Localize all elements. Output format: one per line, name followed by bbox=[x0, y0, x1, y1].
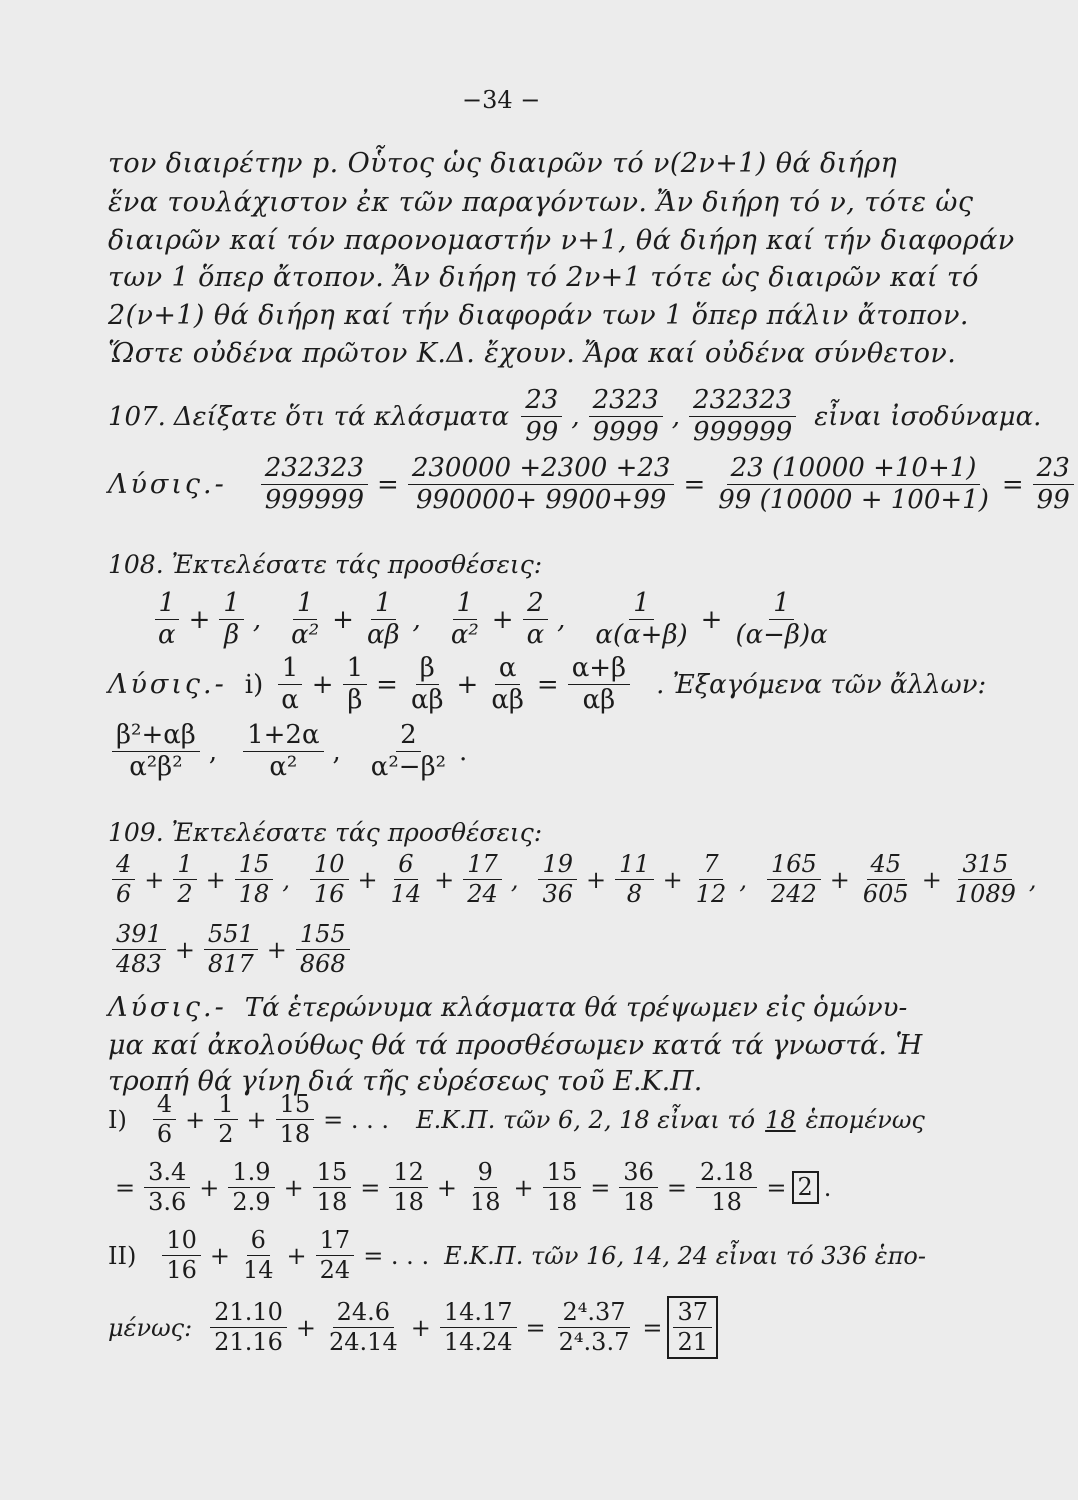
fraction: $\frac{23}{99}$ bbox=[1033, 455, 1074, 515]
fraction: $\frac{2323}{9999}$ bbox=[589, 387, 663, 447]
fraction: $\frac{232323}{999999}$ bbox=[261, 455, 368, 515]
fraction: $\frac{23 (10000 +10+1)}{99 (10000 + 100+1)}$ bbox=[718, 453, 989, 516]
intro-line: τον διαιρέτην p. Οὗτος ὡς διαιρῶν τό ν(2ν+1) θά διήρη bbox=[108, 148, 898, 179]
intro-line: Ὥστε οὐδένα πρῶτον Κ.Δ. ἔχουν. Ἄρα καί οὐδένα σύνθετον. bbox=[108, 338, 957, 369]
part-2: II) $\frac{10}{16}$ + $\frac{6}{14}$ + $\frac{17}{24}$ = . . . Ε.Κ.Π. τῶν 16, 14, 24 εἶναι τό 336 ἑπο- bbox=[108, 1226, 926, 1285]
part-1-row: = $\frac{3.4}{3.6}$ + $\frac{1.9}{2.9}$ + $\frac{15}{18}$ = $\frac{12}{18}$ + $\frac{9}{18}$ + $\frac{15}{18}$ = $\frac{36}{18}$ = $\frac{2.18}{18}$ = 2 . bbox=[115, 1158, 832, 1217]
intro-line: ἕνα τουλάχιστον ἐκ τῶν παραγόντων. Ἄν διήρη τό ν, τότε ὡς bbox=[108, 187, 974, 218]
solution-109: Λύσις.- Τά ἑτερώνυμα κλάσματα θά τρέψωμεν εἰς ὁμώνυ- bbox=[108, 992, 908, 1023]
others-108: $\frac{\text{β²+αβ}}{\text{α²β²}}$ , $\frac{1+2\alpha}{\text{α²}}$ , $\frac{2}{\text{α²−β²}}$ . bbox=[108, 722, 472, 782]
solution-label: Λύσις.- bbox=[108, 669, 227, 701]
intro-line: διαιρῶν καί τόν παρονομαστήν ν+1, θά διήρη καί τήν διαφοράν bbox=[108, 225, 1015, 256]
solution-107: Λύσις.- $\frac{232323}{999999}$ = $\frac{230000 +2300 +23}{990000+ 9900+99}$ = $\frac{23 (10000 +10+1)}{99 (10000 + 100+1)}$ = $\frac{23}{99}$ bbox=[108, 455, 1078, 515]
fraction: $\frac{232323}{999999}$ bbox=[689, 387, 796, 447]
intro-line: των 1 ὅπερ ἄτοπον. Ἄν διήρη τό 2ν+1 τότε ὡς διαιρῶν καί τό bbox=[108, 262, 979, 293]
result-box: 2 bbox=[792, 1171, 819, 1204]
problem-107: 107. Δείξατε ὅτι τά κλάσματα $\frac{23}{99}$ , $\frac{2323}{9999}$ , $\frac{232323}{999999}$ εἶναι ἰσοδύναμα. bbox=[108, 385, 1042, 448]
problem-text: Ἐκτελέσατε τάς προσθέσεις: bbox=[171, 818, 543, 847]
fraction: $\frac{230000 +2300 +23}{990000+ 9900+99}$ bbox=[408, 455, 675, 515]
exercises-108: $\frac{1}{\alpha}$ + $\frac{1}{\beta}$ , $\frac{1}{\text{α²}}$ + $\frac{1}{\alpha\beta}$ , $\frac{1}{\text{α²}}$ + $\frac{2}{\alpha}$ , $\frac{1}{\alpha(\alpha+\beta)}$ + $\frac{1}{(\alpha-\beta)\alpha}$ bbox=[150, 590, 836, 650]
problem-number: 107. bbox=[108, 401, 166, 432]
problem-number: 108. bbox=[108, 550, 164, 579]
solution-text: μα καί ἀκολούθως θά τά προσθέσωμεν κατά τά γνωστά. Ἡ bbox=[108, 1030, 923, 1061]
part-1: I) $\frac{4}{6}$ + $\frac{1}{2}$ + $\frac{15}{18}$ = . . . Ε.Κ.Π. τῶν 6, 2, 18 εἶναι τό 18 ἑπομένως bbox=[108, 1090, 925, 1149]
problem-text: Ἐκτελέσατε τάς προσθέσεις: bbox=[171, 550, 543, 579]
part-2-row: μένως: $\frac{21.10}{21.16}$ + $\frac{24.6}{24.14}$ + $\frac{14.17}{14.24}$ = $\frac{\text{2⁴.37}}{\text{2⁴.3.7}}$ = $\frac{37}{21}$ bbox=[108, 1296, 718, 1359]
problem-108 bbox=[108, 550, 542, 579]
solution-label: Λύσις.- bbox=[108, 469, 227, 501]
problem-109 bbox=[108, 818, 542, 847]
intro-line: 2(ν+1) θά διήρη καί τήν διαφοράν των 1 ὅπερ πάλιν ἄτοπον. bbox=[108, 300, 969, 331]
exercises-109: $\frac{4}{6}$ + $\frac{1}{2}$ + $\frac{15}{18}$ , $\frac{10}{16}$ + $\frac{6}{14}$ + $\frac{17}{24}$ , $\frac{19}{36}$ + $\frac{11}{8}$ + $\frac{7}{12}$ , $\frac{165}{242}$ + $\frac{45}{605}$ + $\frac{315}{1089}$ , bbox=[108, 852, 1042, 907]
problem-number: 109. bbox=[108, 818, 164, 847]
problem-text: Δείξατε ὅτι τά κλάσματα bbox=[173, 401, 510, 432]
solution-108: Λύσις.- i) $\frac{1}{\alpha}$ + $\frac{1}{\beta}$ = $\frac{\beta}{\alpha\beta}$ + $\frac{\alpha}{\alpha\beta}$ = $\frac{\alpha+\beta}{\alpha\beta}$ . Ἐξαγόμενα τῶν ἄλλων: bbox=[108, 653, 987, 716]
exercises-109-b: $\frac{391}{483}$ + $\frac{551}{817}$ + $\frac{155}{868}$ bbox=[108, 922, 354, 977]
result-box: $\frac{37}{21}$ bbox=[667, 1296, 718, 1359]
solution-text: τροπή θά γίνη διά τῆς εὑρέσεως τοῦ Ε.Κ.Π. bbox=[108, 1066, 703, 1097]
problem-tail: εἶναι ἰσοδύναμα. bbox=[814, 401, 1042, 432]
page-number: −34 − bbox=[462, 86, 541, 114]
solution-label: Λύσις.- bbox=[108, 992, 227, 1023]
fraction: $\frac{23}{99}$ bbox=[521, 387, 562, 447]
